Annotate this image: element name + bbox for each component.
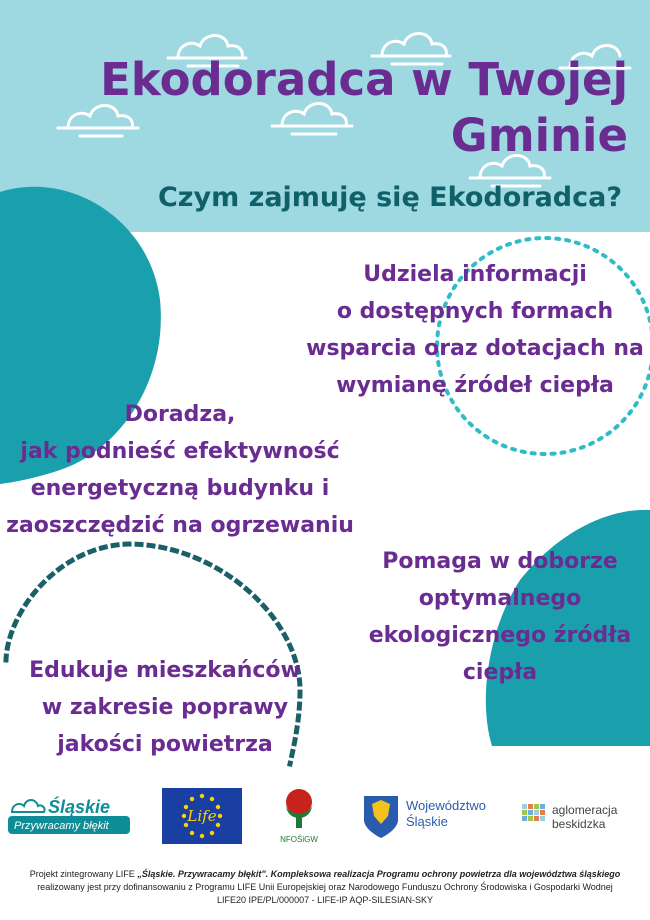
service-education-item	[0, 652, 330, 763]
text-line: o dostępnych formach	[336, 299, 614, 324]
text-line: Edukuje mieszkańców	[29, 658, 301, 683]
text-line: wymianę źródeł ciepła	[336, 373, 614, 398]
mosaic-icon	[522, 804, 545, 821]
wojewodztwo-logo	[362, 794, 512, 840]
wojewodztwo-line1: Województwo	[406, 798, 486, 813]
tree-icon	[286, 789, 312, 828]
aglomeracja-line1: aglomeracja	[552, 803, 618, 817]
wojewodztwo-line2: Śląskie	[406, 814, 448, 829]
slaskie-logo	[6, 794, 132, 836]
footer-note	[0, 868, 650, 907]
text-line: jakości powietrza	[57, 732, 273, 757]
text-line: Doradza,	[124, 402, 236, 427]
footer-line-2: realizowany jest przy dofinansowaniu z Programu LIFE Unii Europejskiej oraz Narodowego Funduszu Ochrony Środowiska i Gospodarki Wodnej	[37, 882, 613, 892]
page-subtitle: Czym zajmuję się Ekodoradca?	[157, 182, 622, 213]
text-line: wsparcia oraz dotacjach na	[306, 336, 644, 361]
text-line: w zakresie poprawy	[41, 695, 289, 720]
service-info-item	[300, 256, 650, 404]
footer-line-3: LIFE20 IPE/PL/000007 - LIFE-IP AQP-SILESIAN-SKY	[217, 895, 433, 905]
aglomeracja-line2: beskidzka	[552, 817, 606, 831]
nfosigw-logo	[276, 786, 322, 846]
text-line: Pomaga w doborze	[382, 549, 618, 574]
text-line: energetyczną budynku i	[30, 476, 330, 501]
slaskie-logo-name: Śląskie	[48, 797, 111, 817]
text-line: optymalnego	[418, 586, 582, 611]
text-line: ciepła	[462, 660, 538, 685]
footer-line-1-bold: „Śląskie. Przywracamy błękit". Kompleksowa realizacja Programu ochrony powietrza dla województwa śląskiego	[137, 869, 621, 879]
text-line: Udziela informacji	[363, 262, 587, 287]
page-title: Ekodoradca w Twojej Gminie	[100, 53, 628, 162]
footer-line-1	[0, 868, 650, 881]
nfosigw-logo-text: NFOŚiGW	[280, 835, 318, 844]
life-logo-text: Life	[187, 807, 217, 825]
slaskie-logo-tagline: Przywracamy błękit	[14, 820, 109, 832]
service-advice-item	[0, 396, 360, 544]
partner-logos	[0, 780, 650, 850]
text-line: zaoszczędzić na ogrzewaniu	[6, 513, 354, 538]
text-line: ekologicznego źródła	[368, 623, 632, 648]
service-selection-item	[350, 543, 650, 691]
footer-line-1-prefix: Projekt zintegrowany LIFE	[29, 869, 138, 879]
life-eu-logo	[162, 788, 242, 844]
text-line: jak podnieść efektywność	[20, 439, 340, 464]
aglomeracja-logo	[520, 796, 646, 836]
